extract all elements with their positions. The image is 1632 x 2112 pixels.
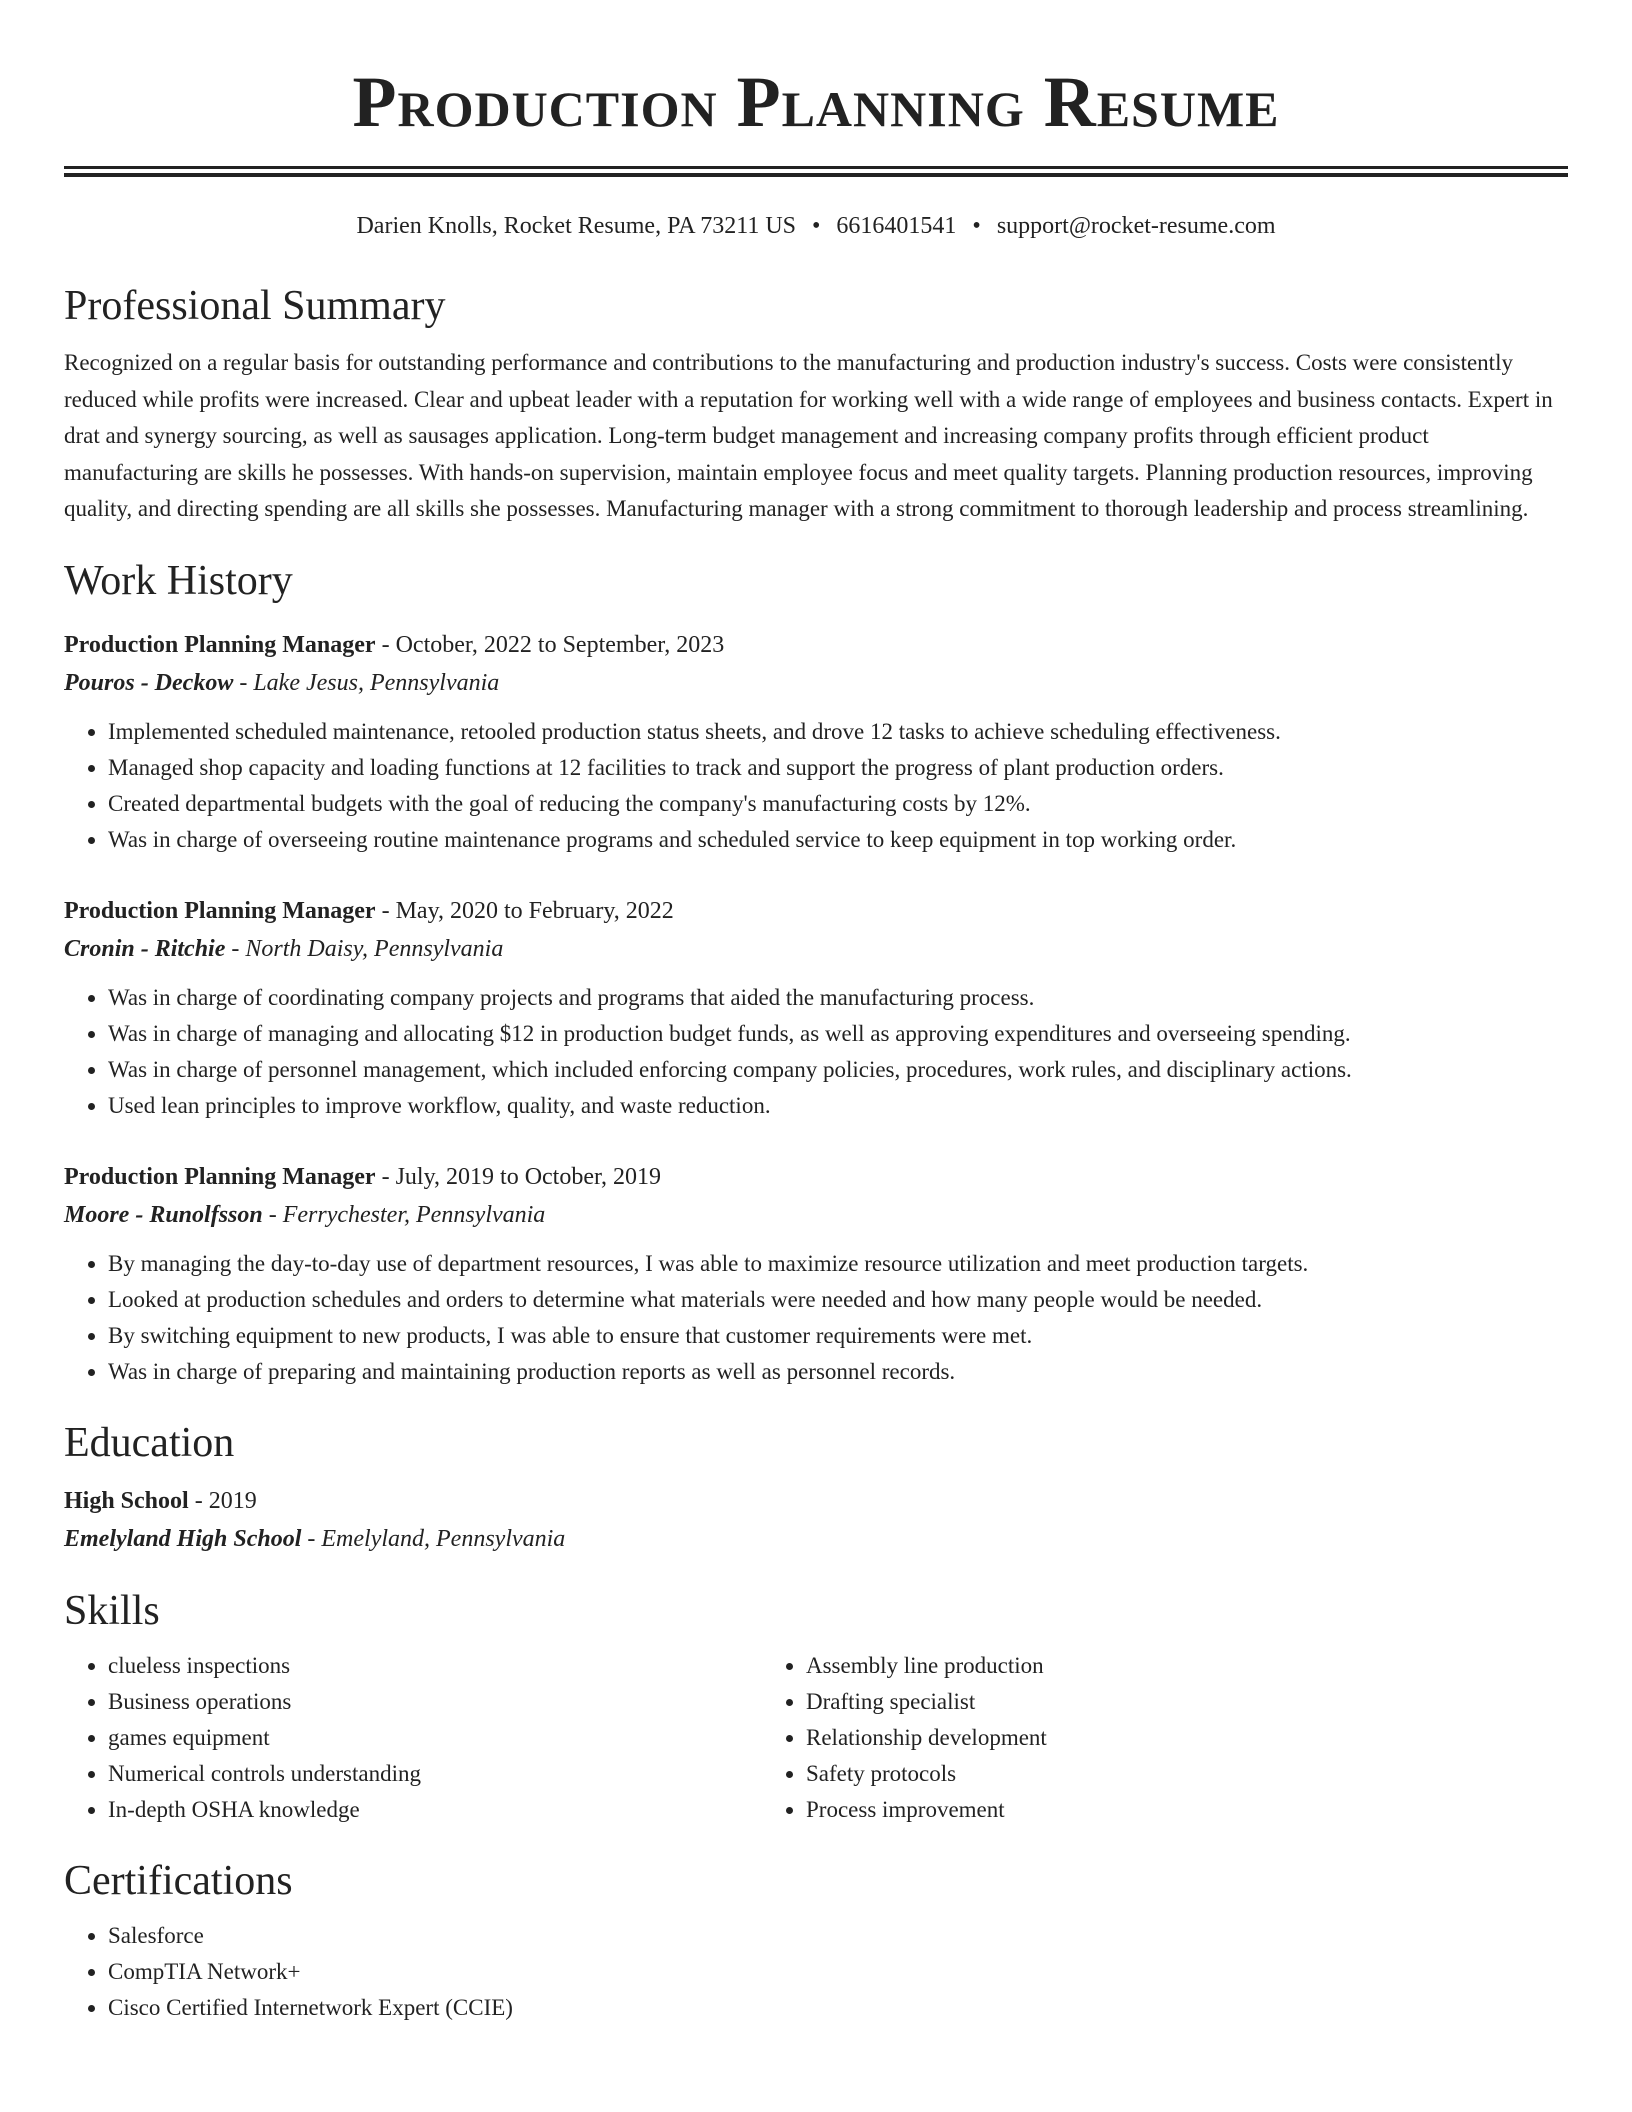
job-title-line — [64, 626, 1568, 664]
job-company: Pouros - Deckow — [64, 669, 234, 696]
job-title: Production Planning Manager — [64, 1163, 376, 1190]
job-dates: October, 2022 to September, 2023 — [395, 631, 725, 658]
job-title-line — [64, 892, 1568, 930]
resume-title: Production Planning Resume — [352, 62, 1280, 142]
job-bullet-list — [64, 714, 1568, 858]
skill-item: • Numerical controls understanding — [108, 1756, 762, 1792]
skill-item: • Process improvement — [806, 1792, 1460, 1828]
certifications-list — [64, 1918, 1568, 2026]
education-dash: - — [301, 1525, 322, 1552]
contact-line — [64, 211, 1568, 241]
skill-item: • In-depth OSHA knowledge — [108, 1792, 762, 1828]
job-bullet-list — [64, 980, 1568, 1124]
skill-item: • Relationship development — [806, 1720, 1460, 1756]
job-company: Cronin - Ritchie — [64, 935, 226, 962]
job-bullet: • By switching equipment to new products, I was able to ensure that customer requirements were met. — [108, 1318, 1568, 1354]
job-dash: - — [262, 1201, 283, 1228]
certification-item: • Cisco Certified Internetwork Expert (CCIE) — [108, 1990, 1568, 2026]
job-bullet: • Implemented scheduled maintenance, retooled production status sheets, and drove 12 tasks to achieve scheduling effectiveness. — [108, 714, 1568, 750]
skills-columns — [64, 1648, 1568, 1828]
job-location: Ferrychester, Pennsylvania — [282, 1201, 546, 1228]
skill-item: • Safety protocols — [806, 1756, 1460, 1792]
skill-item: • Business operations — [108, 1684, 762, 1720]
title-double-rule — [64, 166, 1568, 177]
summary-text: Recognized on a regular basis for outstanding performance and contributions to the manufacturing and production industry's success. Costs were consistently reduced while profits were increased. Clear and upbeat leader with a reputation for working well with a wide range of employees and business contacts. Expert in drat and synergy sourcing, as well as sausages application. Long-term budget management and increasing company profits through efficient product manufacturing are skills he possesses. With hands-on supervision, maintain employee focus and meet quality targets. Planning production resources, improving quality, and directing spending are all skills she possesses. Manufacturing manager with a strong commitment to thorough leadership and process streamlining. — [64, 350, 1553, 521]
contact-address: Darien Knolls, Rocket Resume, PA 73211 US — [356, 213, 797, 239]
certification-item: • Salesforce — [108, 1918, 1568, 1954]
certification-item: • CompTIA Network+ — [108, 1954, 1568, 1990]
education-heading: Education — [64, 1419, 235, 1466]
contact-phone: 6616401541 — [836, 213, 957, 239]
job-company-line — [64, 664, 1568, 702]
education-year: 2019 — [208, 1487, 257, 1514]
job-title-line — [64, 1158, 1568, 1196]
job-entry — [64, 626, 1568, 858]
job-bullet: • Was in charge of overseeing routine maintenance programs and scheduled service to keep equipment in top working order. — [108, 822, 1568, 858]
job-dash: - — [225, 935, 246, 962]
job-location: North Daisy, Pennsylvania — [245, 935, 504, 962]
job-bullet: • Created departmental budgets with the goal of reducing the company's manufacturing costs by 12%. — [108, 786, 1568, 822]
job-company: Moore - Runolfsson — [64, 1201, 263, 1228]
job-dash: - — [375, 897, 396, 924]
job-bullet: • By managing the day-to-day use of department resources, I was able to maximize resource utilization and meet production targets. — [108, 1246, 1568, 1282]
contact-email: support@rocket-resume.com — [996, 213, 1276, 239]
job-company-line — [64, 930, 1568, 968]
job-location: Lake Jesus, Pennsylvania — [253, 669, 500, 696]
job-bullet-list — [64, 1246, 1568, 1390]
contact-separator: • — [972, 213, 981, 239]
education-degree-line — [64, 1482, 1568, 1520]
job-bullet: • Was in charge of personnel management, which included enforcing company policies, procedures, work rules, and disciplinary actions. — [108, 1052, 1568, 1088]
work-history-heading: Work History — [64, 557, 293, 604]
job-bullet: • Used lean principles to improve workflow, quality, and waste reduction. — [108, 1088, 1568, 1124]
education-school: Emelyland High School — [64, 1525, 302, 1552]
education-school-line — [64, 1520, 1568, 1558]
job-dates: July, 2019 to October, 2019 — [395, 1163, 662, 1190]
job-bullet: • Was in charge of preparing and maintaining production reports as well as personnel records. — [108, 1354, 1568, 1390]
job-entry — [64, 1158, 1568, 1390]
skill-item: • Drafting specialist — [806, 1684, 1460, 1720]
education-entry — [64, 1482, 1568, 1558]
skill-item: • games equipment — [108, 1720, 762, 1756]
certifications-heading: Certifications — [64, 1857, 293, 1904]
job-title: Production Planning Manager — [64, 631, 376, 658]
job-bullet: • Managed shop capacity and loading functions at 12 facilities to track and support the progress of plant production orders. — [108, 750, 1568, 786]
skill-item: • Assembly line production — [806, 1648, 1460, 1684]
job-bullet: • Was in charge of managing and allocating $12 in production budget funds, as well as approving expenditures and overseeing spending. — [108, 1016, 1568, 1052]
job-dash: - — [375, 631, 396, 658]
skills-list-left — [64, 1648, 762, 1828]
skills-list-right — [762, 1648, 1460, 1828]
education-degree: High School — [64, 1487, 189, 1514]
summary-heading: Professional Summary — [64, 283, 446, 329]
job-bullet: • Looked at production schedules and orders to determine what materials were needed and how many people would be needed. — [108, 1282, 1568, 1318]
contact-separator: • — [812, 213, 821, 239]
job-company-line — [64, 1196, 1568, 1234]
skills-heading: Skills — [64, 1587, 160, 1634]
job-dates: May, 2020 to February, 2022 — [395, 897, 674, 924]
job-title: Production Planning Manager — [64, 897, 376, 924]
skill-item: • clueless inspections — [108, 1648, 762, 1684]
job-dash: - — [375, 1163, 396, 1190]
education-location: Emelyland, Pennsylvania — [321, 1525, 566, 1552]
job-bullet: • Was in charge of coordinating company projects and programs that aided the manufacturing process. — [108, 980, 1568, 1016]
job-entry — [64, 892, 1568, 1124]
job-dash: - — [233, 669, 254, 696]
education-dash: - — [188, 1487, 209, 1514]
